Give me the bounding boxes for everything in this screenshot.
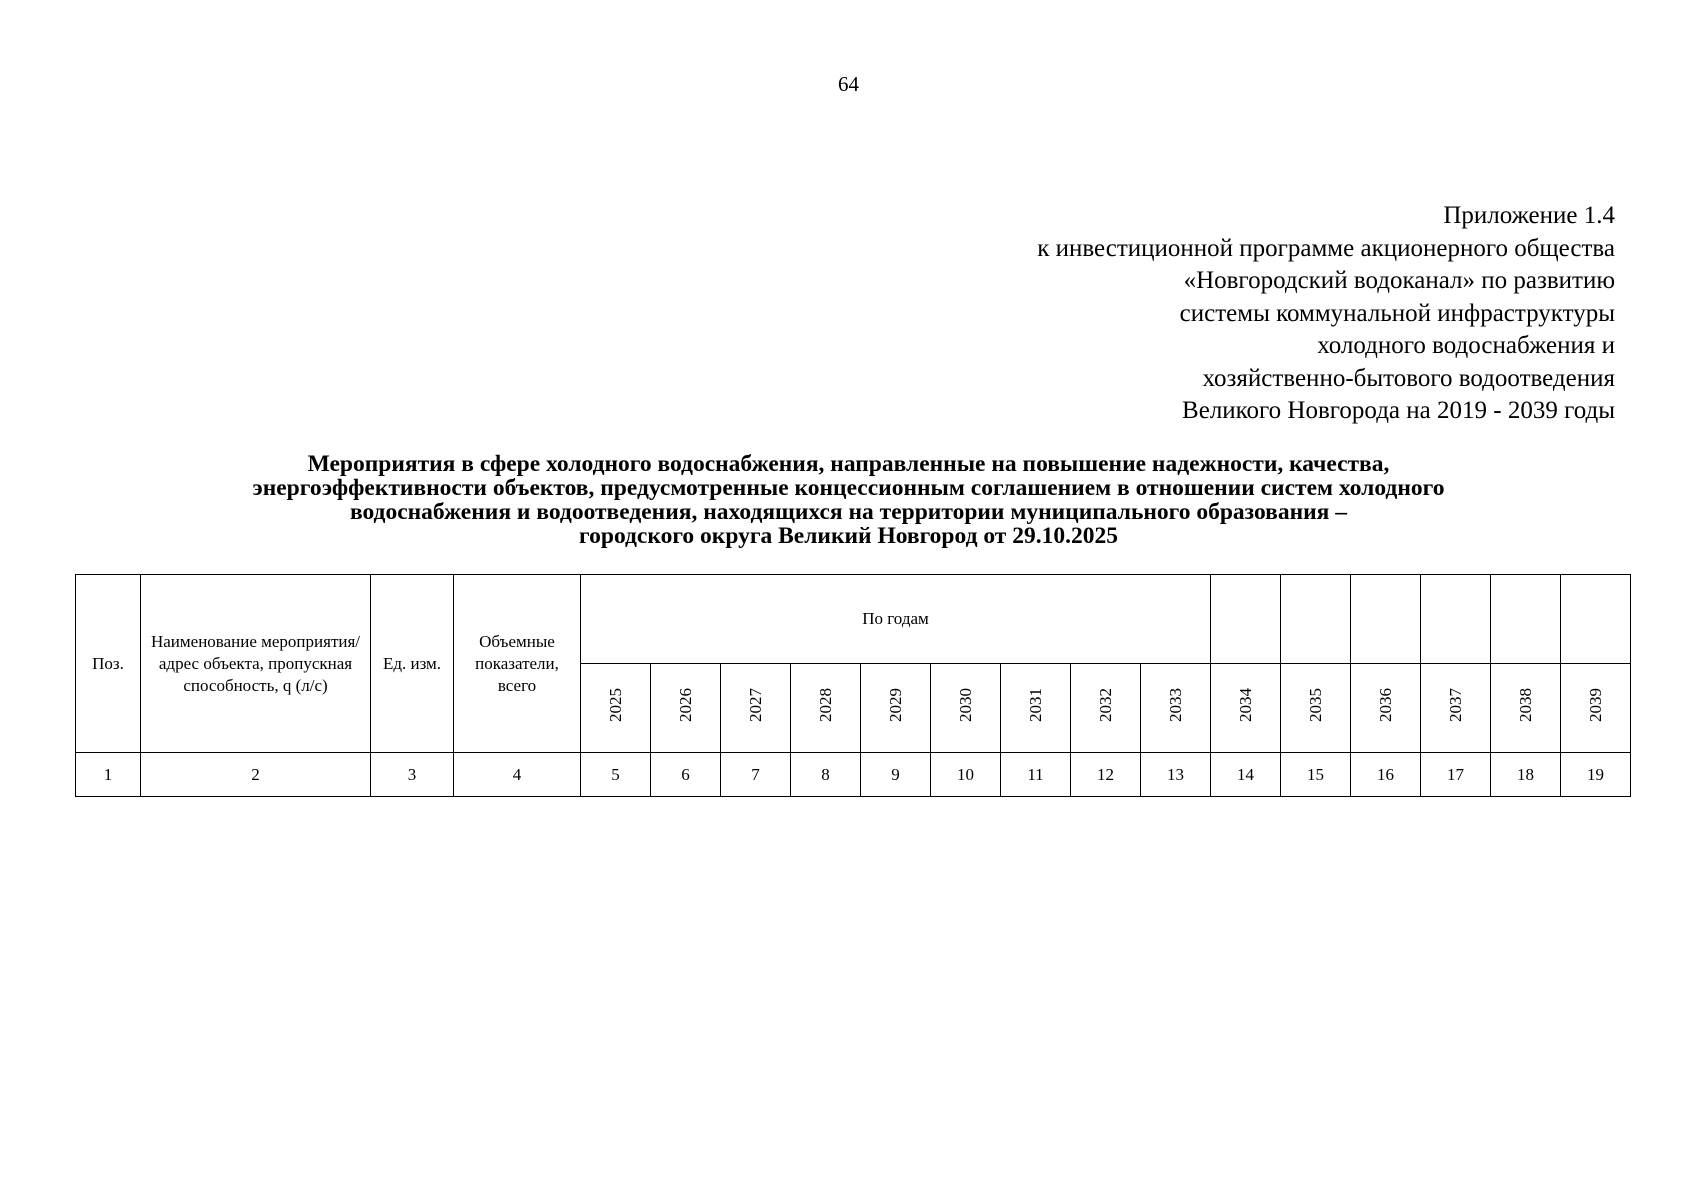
title-line: городского округа Великий Новгород от 29.10.2025: [579, 523, 1118, 549]
annex-line: к инвестиционной программе акционерного общества: [1037, 234, 1615, 262]
annex-header: [1037, 200, 1615, 428]
year-cell: [651, 664, 721, 753]
year-cell: [1351, 664, 1421, 753]
header-empty-cell: [1561, 575, 1631, 664]
column-number-cell: 8: [791, 753, 861, 797]
year-cell: [1491, 664, 1561, 753]
header-volume: Объемные показатели, всего: [454, 575, 581, 753]
column-number-cell: 2: [141, 753, 371, 797]
year-label: 2036: [1375, 688, 1395, 722]
column-number-cell: 17: [1421, 753, 1491, 797]
column-number-cell: 14: [1211, 753, 1281, 797]
column-number-cell: 15: [1281, 753, 1351, 797]
header-empty-cell: [1351, 575, 1421, 664]
title-line: водоснабжения и водоотведения, находящихся на территории муниципального образования –: [349, 499, 1348, 525]
header-empty-cell: [1281, 575, 1351, 664]
year-label: 2039: [1585, 688, 1605, 722]
column-number-cell: 4: [454, 753, 581, 797]
annex-line: Великого Новгорода на 2019 - 2039 годы: [1182, 397, 1615, 424]
year-label: 2032: [1095, 688, 1115, 722]
year-cell: [721, 664, 791, 753]
header-pos: Поз.: [76, 575, 141, 753]
year-cell: [861, 664, 931, 753]
year-cell: [1141, 664, 1211, 753]
year-label: 2031: [1025, 688, 1045, 722]
year-label: 2035: [1305, 688, 1325, 722]
annex-line: холодного водоснабжения и: [1317, 332, 1615, 359]
year-cell: [1281, 664, 1351, 753]
year-cell: [1001, 664, 1071, 753]
document-title: [80, 452, 1617, 548]
year-cell: [1211, 664, 1281, 753]
year-cell: [1561, 664, 1631, 753]
column-number-cell: 19: [1561, 753, 1631, 797]
column-number-cell: 12: [1071, 753, 1141, 797]
header-by-years: По годам: [581, 575, 1211, 664]
column-number-cell: 16: [1351, 753, 1421, 797]
title-line: Мероприятия в сфере холодного водоснабжения, направленные на повышение надежности, качества,: [307, 451, 1390, 477]
column-number-cell: 13: [1141, 753, 1211, 797]
column-number-cell: 5: [581, 753, 651, 797]
year-cell: [1071, 664, 1141, 753]
year-label: 2037: [1445, 688, 1465, 722]
header-empty-cell: [1211, 575, 1281, 664]
year-label: 2027: [745, 688, 765, 722]
page-number: 64: [838, 72, 859, 96]
title-line: энергоэффективности объектов, предусмотренные концессионным соглашением в отношении систем холодного: [252, 475, 1445, 501]
year-label: 2029: [885, 688, 905, 722]
year-label: 2025: [605, 688, 625, 722]
year-label: 2033: [1165, 688, 1185, 722]
column-number-cell: 1: [76, 753, 141, 797]
header-empty-cell: [1491, 575, 1561, 664]
column-number-cell: 6: [651, 753, 721, 797]
annex-line: хозяйственно-бытового водоотведения: [1202, 364, 1615, 392]
column-number-cell: 11: [1001, 753, 1071, 797]
year-label: 2030: [955, 688, 975, 722]
year-cell: [581, 664, 651, 753]
year-label: 2026: [675, 688, 695, 722]
column-number-row: [76, 753, 1631, 797]
column-number-cell: 3: [371, 753, 454, 797]
column-number-cell: 7: [721, 753, 791, 797]
column-number-cell: 10: [931, 753, 1001, 797]
year-cell: [1421, 664, 1491, 753]
year-cell: [931, 664, 1001, 753]
year-cell: [791, 664, 861, 753]
header-unit: Ед. изм.: [371, 575, 454, 753]
annex-line: Приложение 1.4: [1443, 202, 1615, 229]
column-number-cell: 9: [861, 753, 931, 797]
annex-line: «Новгородский водоканал» по развитию: [1183, 267, 1615, 294]
header-name: Наименование мероприятия/адрес объекта, пропускная способность, q (л/с): [141, 575, 371, 753]
year-label: 2038: [1515, 688, 1535, 722]
measures-table: [75, 574, 1631, 797]
header-empty-cell: [1421, 575, 1491, 664]
column-number-cell: 18: [1491, 753, 1561, 797]
annex-line: системы коммунальной инфраструктуры: [1179, 299, 1615, 327]
year-label: 2028: [815, 688, 835, 722]
header-row-top: [76, 575, 1631, 664]
year-label: 2034: [1235, 688, 1255, 722]
